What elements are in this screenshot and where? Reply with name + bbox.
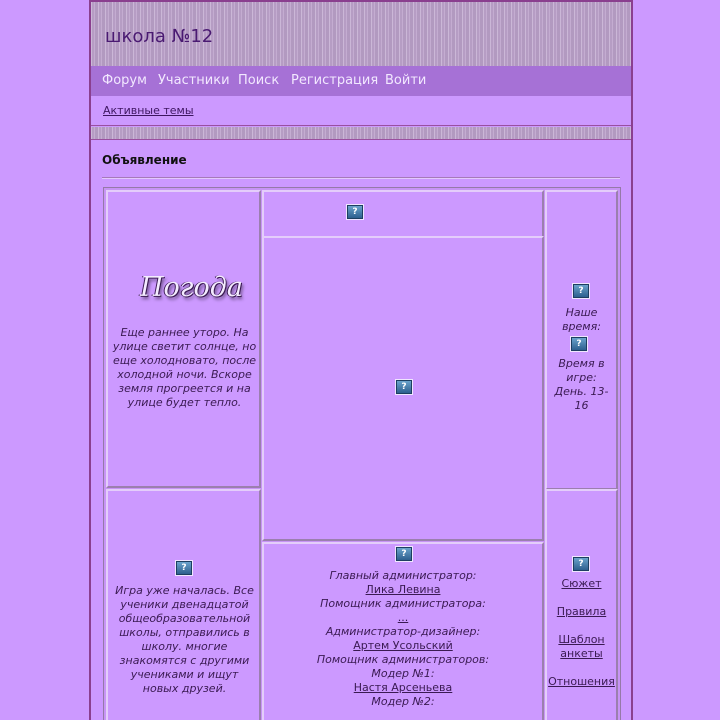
nav-search[interactable]: Поиск <box>238 73 280 88</box>
site-title[interactable]: школа №12 <box>105 26 214 47</box>
nav-forum[interactable]: Форум <box>102 73 147 88</box>
nav-register[interactable]: Регистрация <box>291 73 379 88</box>
nav-login[interactable]: Войти <box>385 73 427 88</box>
site-header <box>91 0 631 66</box>
announcement-table <box>103 187 621 720</box>
assistant-admin-label: Помощник администратора: <box>320 597 486 610</box>
sub-navigation <box>91 96 631 126</box>
top-image-cell <box>262 190 544 238</box>
broken-image-icon: ? <box>573 284 589 298</box>
assistants-label: Помощник администраторов: <box>316 653 490 666</box>
broken-image-icon: ? <box>396 547 412 561</box>
template-link-line1[interactable]: Шаблон <box>558 633 605 646</box>
designer-link[interactable]: Артем Усольский <box>353 639 453 652</box>
nav-members[interactable]: Участники <box>158 73 230 88</box>
moder1-label: Модер №1: <box>371 667 435 680</box>
announcement-title: Объявление <box>102 153 187 167</box>
template-link-line2[interactable]: анкеты <box>560 647 603 660</box>
assistant-admin-link[interactable]: ... <box>397 611 409 624</box>
main-image-cell <box>262 236 544 541</box>
links-cell <box>545 489 618 720</box>
weather-logo: Погода <box>140 272 243 303</box>
broken-image-icon: ? <box>347 205 363 219</box>
active-topics-link[interactable]: Активные темы <box>103 104 194 117</box>
our-time-label: Наше время: <box>562 306 601 333</box>
main-admin-label: Главный администратор: <box>329 569 477 582</box>
broken-image-icon: ? <box>573 557 589 571</box>
weather-text: Еще раннее уторо. На улице светит солнце, но еще холодновато, после холодной ночи. Вскоре земля прогреется и на улице будет тепло. <box>112 326 257 409</box>
game-time-label: Время в игре: <box>558 357 605 384</box>
links-list <box>547 577 616 689</box>
weather-cell <box>106 190 261 488</box>
broken-image-icon: ? <box>176 561 192 575</box>
main-navigation <box>91 66 631 96</box>
staff-list <box>264 569 542 709</box>
game-time-value: День. 13-16 <box>554 385 609 412</box>
time-cell <box>545 190 618 490</box>
announcement-divider <box>102 177 620 179</box>
relations-link[interactable]: Отношения <box>548 675 615 688</box>
moder2-label: Модер №2: <box>371 695 435 708</box>
page-container <box>89 0 633 720</box>
main-admin-link[interactable]: Лика Левина <box>365 583 441 596</box>
divider-stripe <box>91 127 631 140</box>
plot-link[interactable]: Сюжет <box>561 577 602 590</box>
story-cell <box>106 489 261 720</box>
broken-image-icon: ? <box>571 337 587 351</box>
designer-label: Администратор-дизайнер: <box>325 625 481 638</box>
staff-cell <box>262 542 544 720</box>
broken-image-icon: ? <box>396 380 412 394</box>
story-text: Игра уже началась. Все ученики двенадцатой общеобразовательной школы, отправились в школу. многие знакомятся с другими учениками и ищут новых друзей. <box>115 584 254 695</box>
moder1-link[interactable]: Настя Арсеньева <box>353 681 453 694</box>
rules-link[interactable]: Правила <box>556 605 607 618</box>
